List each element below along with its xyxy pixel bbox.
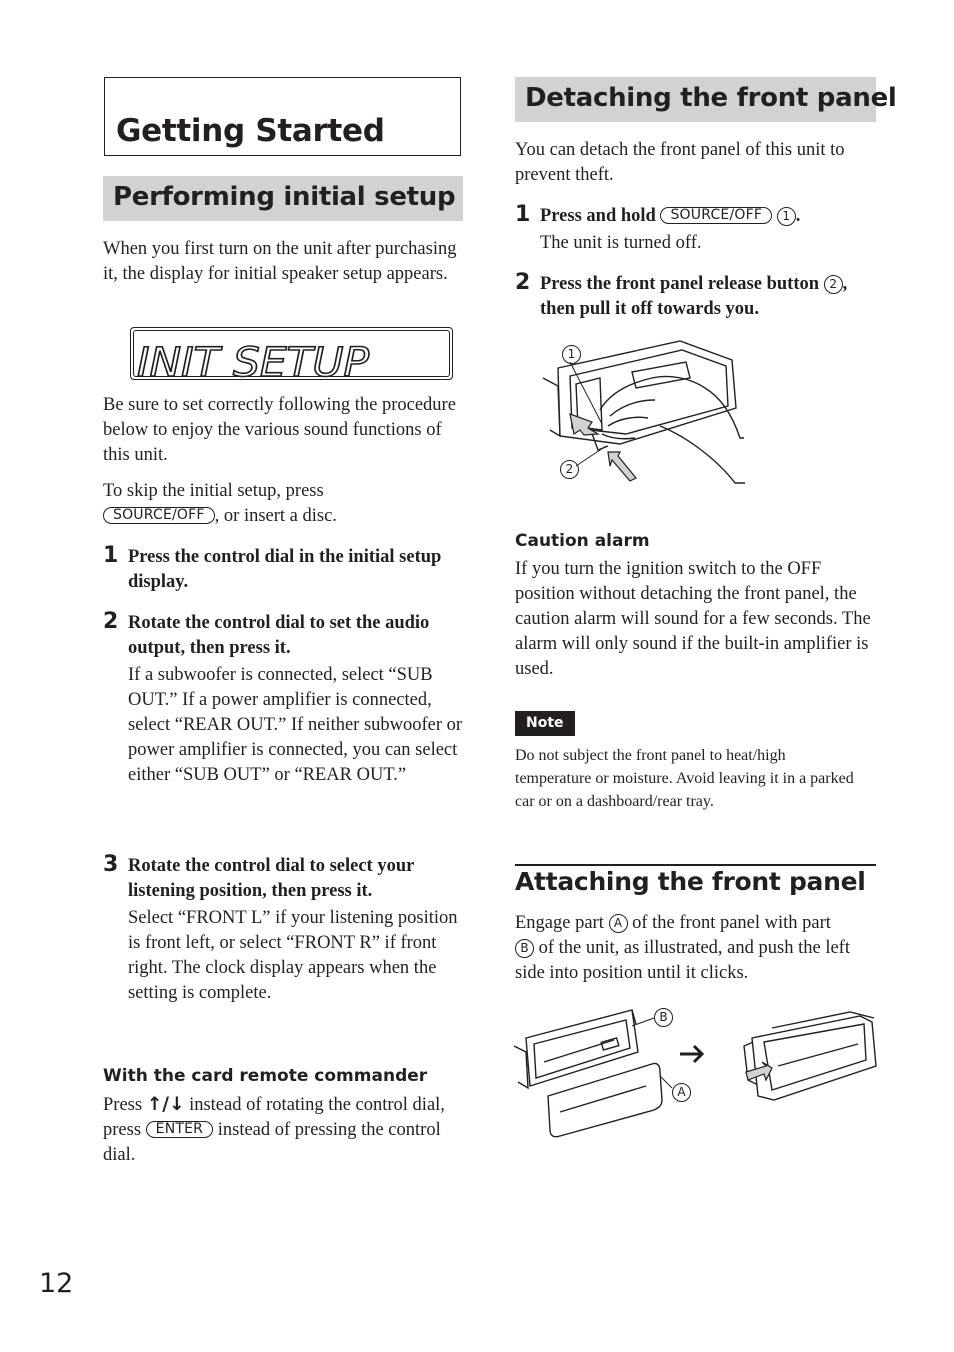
caution-alarm-paragraph: If you turn the ignition switch to the OFF position without detaching the front panel, the caution alarm will sound for a few seconds. The alarm will only sound if the built-in amplifier is used. [515,559,871,679]
step-title: Press the front panel release button 2 , then pull it off towards you. [540,274,848,319]
section-divider [515,864,876,866]
step-number: 2 [515,270,531,295]
section-heading-initial-setup: Performing initial setup [103,176,463,221]
step-number: 1 [515,202,531,227]
step-title: Press the control dial in the initial setup display. [128,547,442,592]
section-heading-attaching: Attaching the front panel [515,867,866,896]
lcd-display-text [131,328,454,381]
page-number: 12 [39,1268,74,1299]
part-b-icon: B [515,939,534,958]
figure-callout-b: B [654,1008,673,1027]
chapter-title: Getting Started [116,113,385,149]
chapter-title-box [104,77,461,156]
lcd-display [130,327,453,380]
skip-setup-paragraph: To skip the initial setup, press SOURCE/OFF , or insert a disc. [103,481,337,526]
figure-callout-a: A [672,1083,691,1102]
enter-button-label: ENTER [146,1121,213,1138]
setup-step-1 [103,545,465,595]
step-number: 1 [103,543,119,568]
intro-paragraph: When you first turn on the unit after purchasing it, the display for initial speaker setup appears. [103,239,457,284]
step-number: 3 [103,852,119,877]
step-title: Press and hold SOURCE/OFF 1 . [540,206,801,226]
callout-2-icon: 2 [824,275,843,294]
attach-paragraph: Engage part A of the front panel with part B of the unit, as illustrated, and push the left side into position until it clicks. [515,913,850,983]
step-title: Rotate the control dial to set the audio output, then press it. [128,613,430,658]
step-body: Select “FRONT L” if your listening position is front left, or select “FRONT R” if front right. The clock display appears when the setting is complete. [128,908,458,1003]
step-body: If a subwoofer is connected, select “SUB OUT.” If a power amplifier is connected, select “REAR OUT.” If neither subwoofer or power amplifier is connected, you can select either “SUB OUT” or “REAR OUT.” [128,665,463,785]
up-down-arrow-icon: ↑/↓ [146,1094,185,1115]
remote-commander-paragraph: Press ↑/↓ instead of rotating the control dial, press ENTER instead of pressing the control dial. [103,1094,445,1165]
lcd-setup-text: INIT SETUP [137,340,370,381]
step-title: Rotate the control dial to select your listening position, then press it. [128,856,415,901]
detach-step-1 [515,204,877,256]
part-a-icon: A [609,914,628,933]
step-body: The unit is turned off. [540,233,702,253]
setup-step-2 [103,611,465,788]
section-heading-detaching: Detaching the front panel [515,77,876,122]
setup-step-3 [103,854,465,1006]
remote-commander-heading: With the card remote commander [103,1066,428,1086]
source-off-button-label: SOURCE/OFF [660,207,772,224]
callout-1-icon: 1 [777,207,796,226]
source-off-button-label: SOURCE/OFF [103,507,215,524]
setup-advice-paragraph: Be sure to set correctly following the procedure below to enjoy the various sound functions of this unit. [103,395,456,465]
note-paragraph: Do not subject the front panel to heat/high temperature or moisture. Avoid leaving it in a parked car or on a dashboard/rear tray. [515,747,854,810]
attach-panel-illustration [514,1002,878,1142]
note-badge: Note [515,711,575,736]
figure-callout-1: 1 [562,345,581,364]
detach-intro-paragraph: You can detach the front panel of this unit to prevent theft. [515,140,845,185]
figure-callout-2: 2 [560,460,579,479]
caution-alarm-heading: Caution alarm [515,531,650,551]
step-number: 2 [103,609,119,634]
detach-step-2 [515,272,877,322]
